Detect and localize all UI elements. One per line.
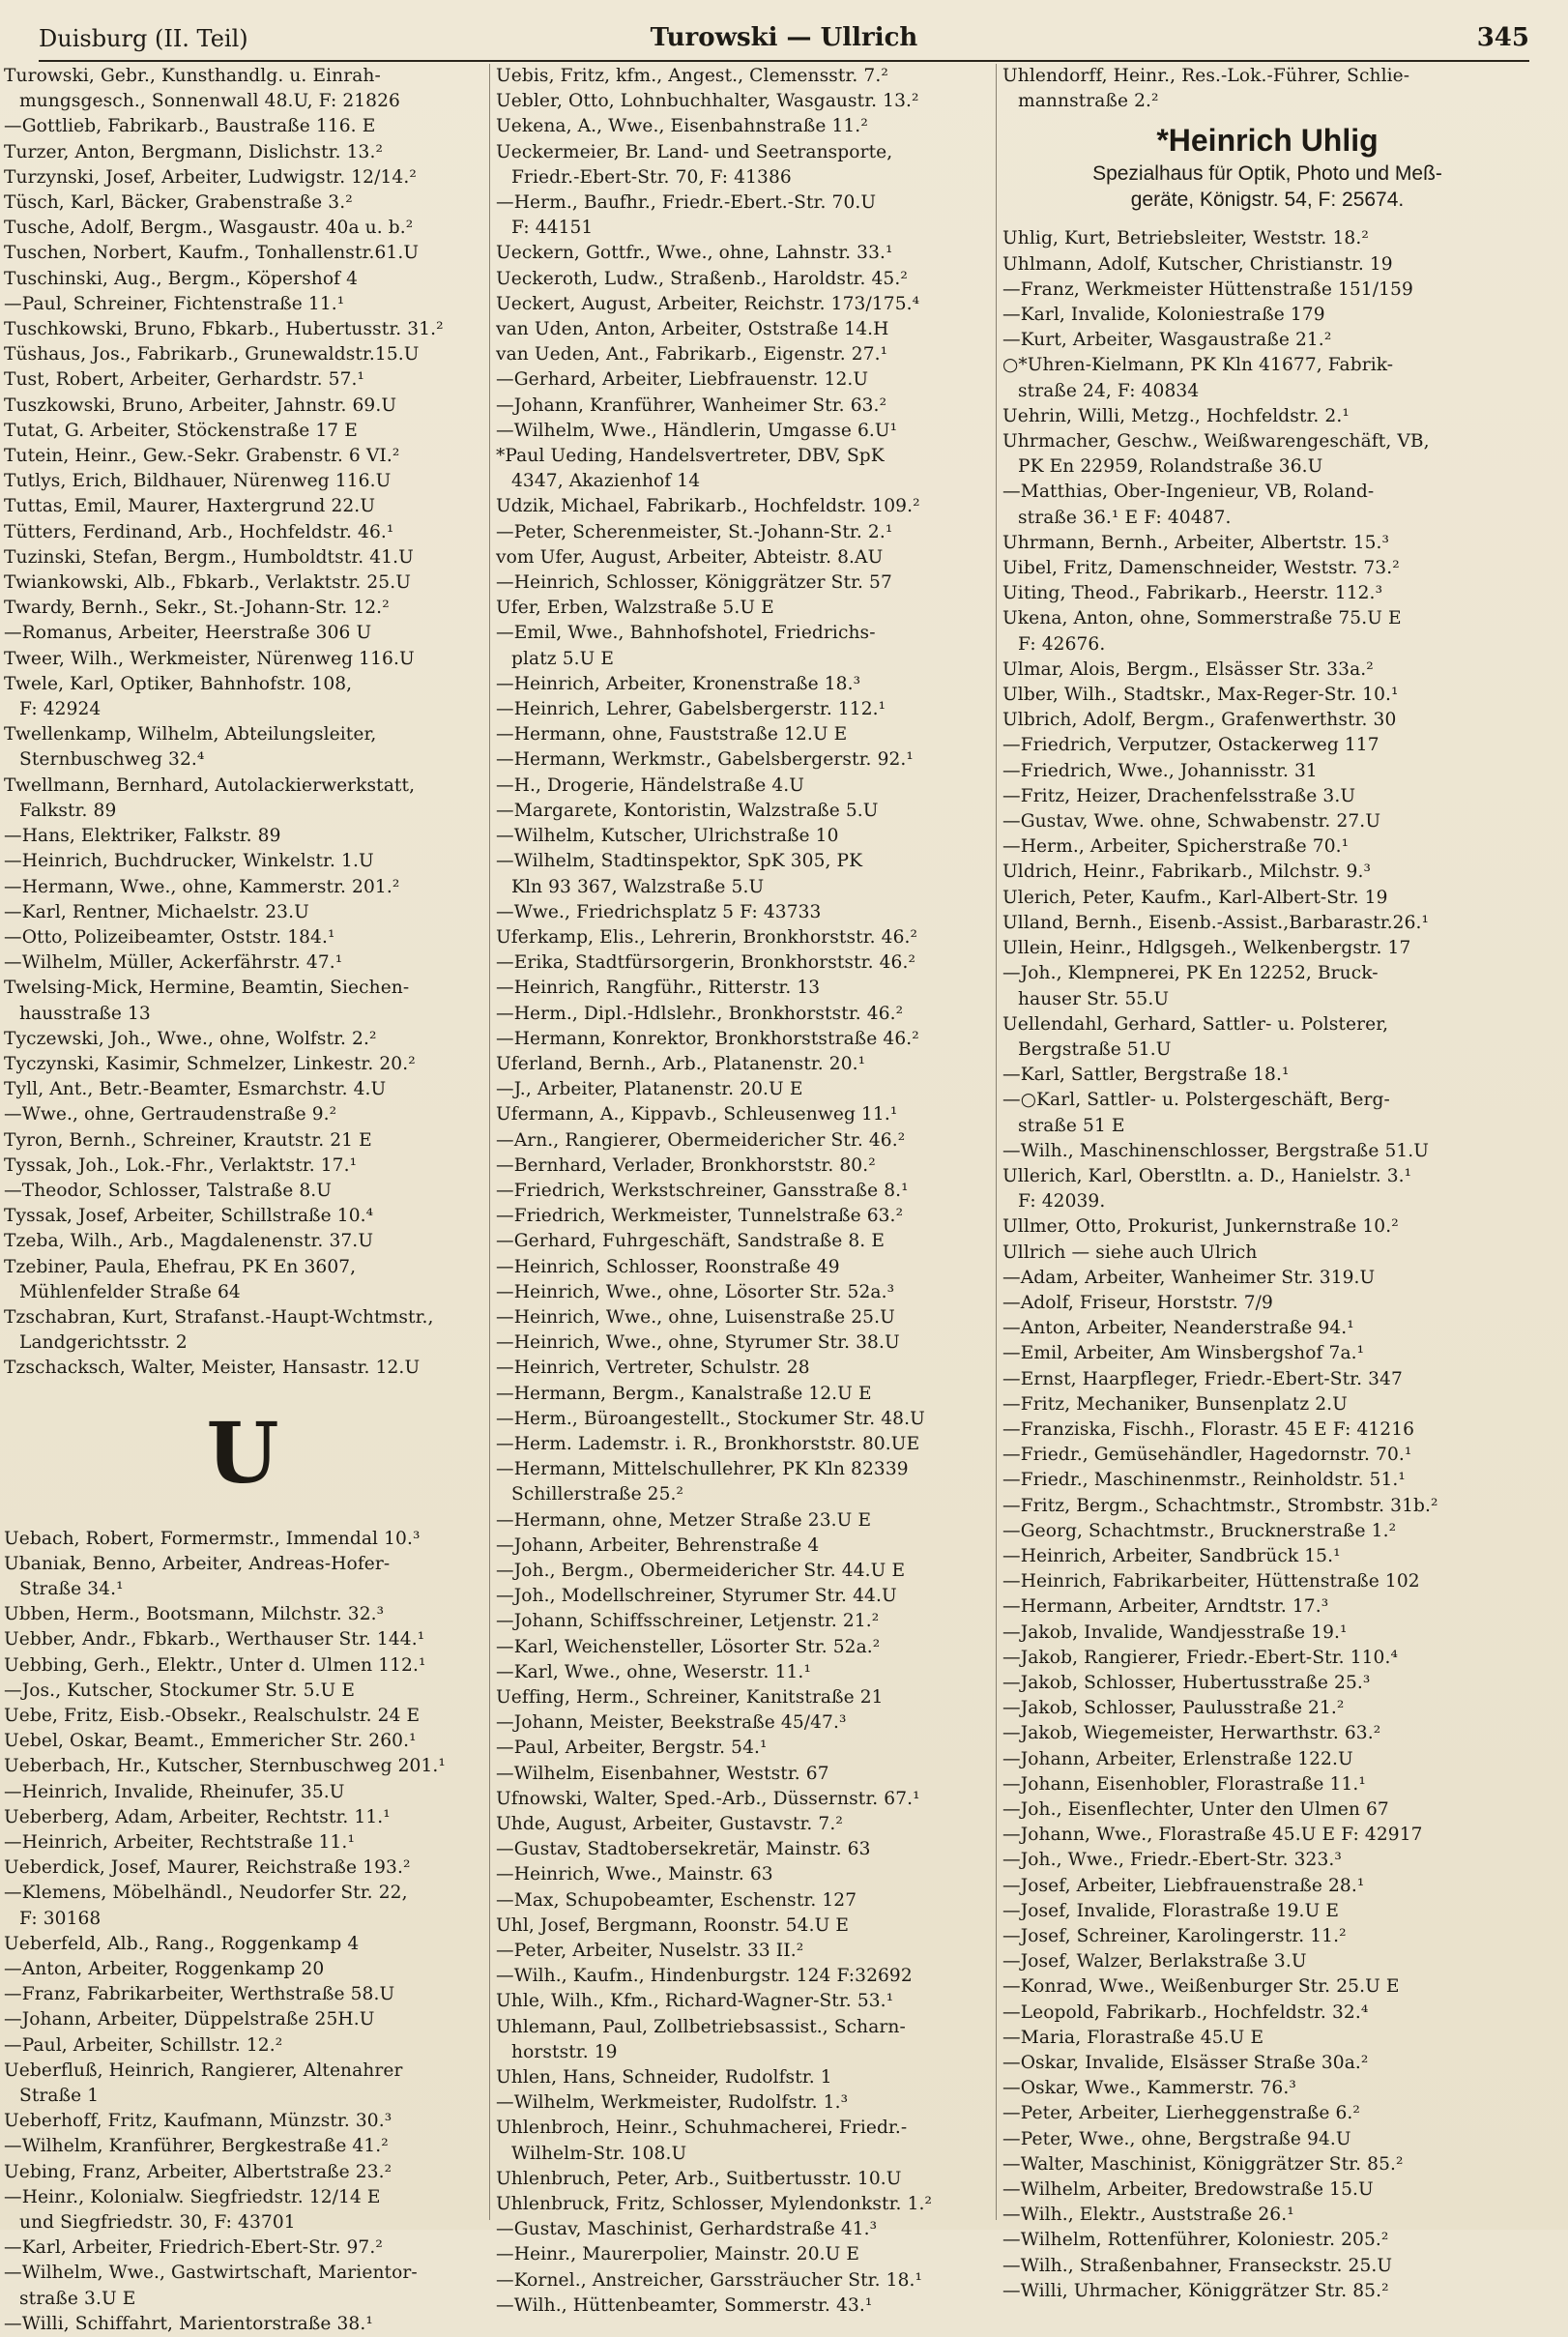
directory-entry: Tyczewski, Joh., Wwe., ohne, Wolfstr. 2.² <box>4 1028 377 1049</box>
directory-entry: —Johann, Schiffsschreiner, Letjenstr. 21.² <box>496 1611 880 1632</box>
directory-entry: Twelsing-Mick, Hermine, Beamtin, Siechen- <box>4 978 410 999</box>
directory-entry: Ueberberg, Adam, Arbeiter, Rechtstr. 11.¹ <box>4 1806 391 1827</box>
directory-entry: Tuttas, Emil, Maurer, Haxtergrund 22.U <box>4 496 376 517</box>
directory-entry: Turzynski, Josef, Arbeiter, Ludwigstr. 12/14.² <box>4 166 417 188</box>
directory-entry: Tyron, Bernh., Schreiner, Krautstr. 21 E <box>4 1129 372 1151</box>
directory-entry: —Herm., Dipl.-Hdlslehr., Bronkhorststr. 46.² <box>496 1003 904 1024</box>
directory-entry: —Klemens, Möbelhändl., Neudorfer Str. 22, <box>4 1883 408 1904</box>
directory-entry: —Gerhard, Arbeiter, Liebfrauenstr. 12.U <box>496 369 869 391</box>
directory-entry: —Heinrich, Arbeiter, Kronenstraße 18.³ <box>496 673 861 694</box>
directory-entry: Ulber, Wilh., Stadtskr., Max-Reger-Str. 10.¹ <box>1002 685 1399 706</box>
directory-entry: —Friedrich, Werkstschreiner, Gansstraße 8.¹ <box>496 1180 909 1201</box>
directory-entry: Tuschkowski, Bruno, Fbkarb., Hubertusstr. 31.² <box>4 319 444 340</box>
directory-entry: van Uden, Anton, Arbeiter, Oststraße 14.H <box>496 319 889 340</box>
directory-entry: —Georg, Schachtmstr., Brucknerstraße 1.² <box>1002 1520 1397 1541</box>
directory-entry: —Hermann, ohne, Fauststraße 12.U E <box>496 724 848 745</box>
directory-entry: —Jos., Kutscher, Stockumer Str. 5.U E <box>4 1680 356 1701</box>
directory-entry-continuation: straße 36.¹ E F: 40487. <box>1018 507 1232 528</box>
directory-entry: —Hans, Elektriker, Falkstr. 89 <box>4 826 281 847</box>
directory-entry-continuation: horststr. 19 <box>511 2041 618 2062</box>
directory-entry: —Heinr., Maurerpolier, Mainstr. 20.U E <box>496 2244 860 2265</box>
directory-entry: —Johann, Arbeiter, Behrenstraße 4 <box>496 1534 820 1556</box>
directory-entry: Uebis, Fritz, kfm., Angest., Clemensstr. 7.² <box>496 66 888 86</box>
directory-entry-continuation: F: 30168 <box>19 1908 102 1929</box>
directory-entry: —Paul, Arbeiter, Bergstr. 54.¹ <box>496 1738 768 1759</box>
directory-entry: Udzik, Michael, Fabrikarb., Hochfeldstr. 109.² <box>496 496 920 517</box>
page-number: 345 <box>1476 23 1529 52</box>
directory-entry-continuation: Wilhelm-Str. 108.U <box>511 2143 687 2164</box>
directory-entry: Uhlemann, Paul, Zollbetriebsassist., Scharn- <box>496 2016 906 2037</box>
directory-entry: —Willi, Uhrmacher, Königgrätzer Str. 85.² <box>1002 2280 1389 2301</box>
letter-heading: U <box>206 1404 279 1503</box>
directory-entry: —Maria, Florastraße 45.U E <box>1002 2027 1264 2048</box>
directory-entry: Uekena, A., Wwe., Eisenbahnstraße 11.² <box>496 116 868 137</box>
directory-entry: —Heinrich, Buchdrucker, Winkelstr. 1.U <box>4 851 374 872</box>
directory-entry: —Heinrich, Lehrer, Gabelsbergerstr. 112.¹ <box>496 699 886 720</box>
directory-entry: Uferkamp, Elis., Lehrerin, Bronkhorststr. 46.² <box>496 926 918 948</box>
directory-entry: —Wilhelm, Rottenführer, Koloniestr. 205.² <box>1002 2230 1389 2251</box>
directory-entry: —Fritz, Heizer, Drachenfelsstraße 3.U <box>1002 785 1356 806</box>
directory-entry: Tweer, Wilh., Werkmeister, Nürenweg 116.U <box>4 648 415 669</box>
directory-entry: —Johann, Arbeiter, Erlenstraße 122.U <box>1002 1748 1353 1769</box>
directory-entry: —Heinr., Kolonialw. Siegfriedstr. 12/14 E <box>4 2186 381 2207</box>
directory-entry: —Joh., Bergm., Obermeidericher Str. 44.U E <box>496 1560 906 1581</box>
advertisement-title: *Heinrich Uhlig <box>1156 123 1379 159</box>
directory-entry: —Jakob, Rangierer, Friedr.-Ebert-Str. 110.⁴ <box>1002 1647 1399 1668</box>
directory-entry: —Jakob, Invalide, Wandjesstraße 19.¹ <box>1002 1621 1348 1643</box>
directory-entry-continuation: straße 51 E <box>1018 1115 1125 1136</box>
directory-entry: —Emil, Arbeiter, Am Winsbergshof 7a.¹ <box>1002 1343 1365 1364</box>
directory-entry: Tyczynski, Kasimir, Schmelzer, Linkestr. 20.² <box>4 1053 416 1074</box>
directory-entry: —Theodor, Schlosser, Talstraße 8.U <box>4 1180 333 1201</box>
directory-entry: —Gottlieb, Fabrikarb., Baustraße 116. E <box>4 116 376 137</box>
directory-entry: —Heinrich, Schlosser, Königgrätzer Str. 57 <box>496 572 892 594</box>
directory-entry: Ukena, Anton, ohne, Sommerstraße 75.U E <box>1002 608 1402 629</box>
directory-entry: —Wilh., Straßenbahner, Franseckstr. 25.U <box>1002 2255 1393 2276</box>
directory-entry: —Wilh., Elektr., Auststraße 26.¹ <box>1002 2205 1294 2226</box>
directory-entry: Tyssak, Josef, Arbeiter, Schillstraße 10.⁴ <box>4 1206 374 1227</box>
directory-entry: Tzeba, Wilh., Arb., Magdalenenstr. 37.U <box>4 1231 374 1252</box>
directory-entry: Uebber, Andr., Fbkarb., Werthauser Str. 144.¹ <box>4 1629 425 1651</box>
directory-entry: —Wilh., Kaufm., Hindenburgstr. 124 F:32692 <box>496 1966 913 1987</box>
directory-entry: —Karl, Sattler, Bergstraße 18.¹ <box>1002 1065 1290 1086</box>
directory-entry-continuation: Falkstr. 89 <box>19 800 117 821</box>
directory-entry-continuation: 4347, Akazienhof 14 <box>511 471 701 492</box>
directory-entry: —Paul, Schreiner, Fichtenstraße 11.¹ <box>4 293 345 314</box>
directory-entry: Tusche, Adolf, Bergm., Wasgaustr. 40a u. b.² <box>4 218 414 239</box>
directory-entry: —Joh., Wwe., Friedr.-Ebert-Str. 323.³ <box>1002 1850 1342 1871</box>
directory-entry: —Heinrich, Wwe., ohne, Lösorter Str. 52a.³ <box>496 1281 895 1302</box>
directory-entry: Uebing, Franz, Arbeiter, Albertstraße 23.² <box>4 2161 392 2182</box>
directory-entry: Uhlenbroch, Heinr., Schuhmacherei, Friedr.- <box>496 2118 908 2139</box>
directory-entry-continuation: straße 3.U E <box>19 2288 136 2309</box>
column-1-entries-t <box>4 64 481 1382</box>
directory-entry: —Karl, Invalide, Koloniestraße 179 <box>1002 305 1325 326</box>
directory-entry: Uhlig, Kurt, Betriebsleiter, Weststr. 18.² <box>1002 228 1369 249</box>
advertisement-line-2: geräte, Königstr. 54, F: 25674. <box>1130 189 1405 212</box>
directory-entry: Uhlendorff, Heinr., Res.-Lok.-Führer, Schlie- <box>1002 66 1410 86</box>
directory-entry: Ulbrich, Adolf, Bergm., Grafenwerthstr. 30 <box>1002 710 1397 731</box>
directory-entry: —Heinrich, Arbeiter, Rechtstraße 11.¹ <box>4 1832 355 1853</box>
directory-entry: —Johann, Arbeiter, Düppelstraße 25H.U <box>4 2009 375 2030</box>
directory-entry: Ufermann, A., Kippavb., Schleusenweg 11.¹ <box>496 1104 898 1125</box>
directory-entry: —Karl, Arbeiter, Friedrich-Ebert-Str. 97.² <box>4 2237 383 2259</box>
header-name-range: Turowski — Ullrich <box>650 23 918 52</box>
directory-entry: —Hermann, Wwe., ohne, Kammerstr. 201.² <box>4 876 400 897</box>
directory-entry: Uhle, Wilh., Kfm., Richard-Wagner-Str. 53.¹ <box>496 1991 894 2012</box>
directory-entry: —Josef, Arbeiter, Liebfrauenstraße 28.¹ <box>1002 1875 1365 1896</box>
directory-entry: Tutlys, Erich, Bildhauer, Nürenweg 116.U <box>4 471 392 492</box>
header-city: Duisburg (II. Teil) <box>39 25 248 52</box>
directory-entry: —Heinrich, Invalide, Rheinufer, 35.U <box>4 1781 345 1802</box>
directory-entry: Tüshaus, Jos., Fabrikarb., Grunewaldstr.15.U <box>4 344 420 365</box>
directory-entry: —Wwe., Friedrichsplatz 5 F: 43733 <box>496 901 822 922</box>
directory-entry-continuation: Sternbuschweg 32.⁴ <box>19 749 205 771</box>
column-1 <box>4 64 481 2334</box>
directory-entry: Twellmann, Bernhard, Autolackierwerkstatt, <box>4 774 416 796</box>
directory-entry-continuation: platz 5.U E <box>511 648 615 669</box>
directory-entry: Uellendahl, Gerhard, Sattler- u. Polsterer, <box>1002 1013 1389 1035</box>
directory-entry: Tüsch, Karl, Bäcker, Grabenstraße 3.² <box>4 192 353 214</box>
directory-entry: —Emil, Wwe., Bahnhofshotel, Friedrichs- <box>496 623 876 644</box>
directory-entry: —Heinrich, Rangführ., Ritterstr. 13 <box>496 978 821 999</box>
directory-entry: —Anton, Arbeiter, Neanderstraße 94.¹ <box>1002 1318 1354 1339</box>
directory-entry-continuation: hauser Str. 55.U <box>1018 988 1170 1009</box>
directory-entry: —Hermann, ohne, Metzer Straße 23.U E <box>496 1509 872 1531</box>
directory-entry: Ueberfluß, Heinrich, Rangierer, Altenahrer <box>4 2059 403 2081</box>
directory-entry: —○Karl, Sattler- u. Polstergeschäft, Berg- <box>1002 1090 1390 1111</box>
directory-entry: —Willi, Schiffahrt, Marientorstraße 38.¹ <box>4 2313 373 2334</box>
directory-entry: Turzer, Anton, Bergmann, Dislichstr. 13.² <box>4 141 384 162</box>
directory-entry-continuation: Mühlenfelder Straße 64 <box>19 1281 241 1302</box>
directory-entry: —Otto, Polizeibeamter, Oststr. 184.¹ <box>4 926 335 948</box>
directory-entry-continuation: Bergstraße 51.U <box>1018 1038 1172 1060</box>
directory-entry: Tuschen, Norbert, Kaufm., Tonhallenstr.61.U <box>4 243 420 264</box>
directory-entry: —Wilhelm, Kutscher, Ulrichstraße 10 <box>496 826 839 847</box>
directory-entry: —Friedrich, Verputzer, Ostackerweg 117 <box>1002 735 1379 756</box>
advertisement <box>1002 120 1532 213</box>
directory-entry: ○*Uhren-Kielmann, PK Kln 41677, Fabrik- <box>1002 355 1394 376</box>
directory-entry: Uhde, August, Arbeiter, Gustavstr. 7.² <box>496 1814 843 1835</box>
directory-entry-continuation: straße 24, F: 40834 <box>1018 380 1200 401</box>
directory-entry: —Adam, Arbeiter, Wanheimer Str. 319.U <box>1002 1267 1376 1288</box>
directory-entry: Ueberdick, Josef, Maurer, Reichstraße 193.² <box>4 1857 411 1879</box>
directory-entry: Tuszkowski, Bruno, Arbeiter, Jahnstr. 69.U <box>4 394 397 416</box>
directory-entry: Ueberfeld, Alb., Rang., Roggenkamp 4 <box>4 1933 360 1954</box>
directory-entry: —Heinrich, Fabrikarbeiter, Hüttenstraße 102 <box>1002 1571 1420 1592</box>
directory-entry: —Hermann, Konrektor, Bronkhorststraße 46.² <box>496 1028 919 1049</box>
directory-entry: —Peter, Scherenmeister, St.-Johann-Str. 2.¹ <box>496 521 893 542</box>
directory-entry: —Heinrich, Wwe., ohne, Styrumer Str. 38.U <box>496 1332 900 1354</box>
directory-entry: Uibel, Fritz, Damenschneider, Weststr. 73.² <box>1002 558 1400 579</box>
directory-entry: Uebler, Otto, Lohnbuchhalter, Wasgaustr. 13.² <box>496 91 919 112</box>
directory-entry: Tyssak, Joh., Lok.-Fhr., Verlaktstr. 17.¹ <box>4 1154 358 1176</box>
directory-entry: —Anton, Arbeiter, Roggenkamp 20 <box>4 1959 325 1980</box>
directory-entry: Ullerich, Karl, Oberstltn. a. D., Hanielstr. 3.¹ <box>1002 1165 1412 1186</box>
directory-entry: Ubben, Herm., Bootsmann, Milchstr. 32.³ <box>4 1604 385 1625</box>
directory-entry: —Josef, Walzer, Berlakstraße 3.U <box>1002 1951 1307 1972</box>
column-2 <box>489 64 999 2316</box>
directory-entry: Uhlen, Hans, Schneider, Rudolfstr. 1 <box>496 2067 832 2089</box>
directory-entry: Uferland, Bernh., Arb., Platanenstr. 20.¹ <box>496 1053 866 1074</box>
directory-entry: —Heinrich, Wwe., Mainstr. 63 <box>496 1864 773 1885</box>
directory-entry: Uhlenbruck, Fritz, Schlosser, Mylendonkstr. 1.² <box>496 2194 933 2215</box>
directory-entry: —Margarete, Kontoristin, Walzstraße 5.U <box>496 800 879 821</box>
advertisement-line-1: Spezialhaus für Optik, Photo und Meß- <box>1092 162 1442 186</box>
directory-entry: Ullein, Heinr., Hdlgsgeh., Welkenbergstr. 17 <box>1002 938 1411 959</box>
directory-entry: —Fritz, Bergm., Schachtmstr., Strombstr. 31b.² <box>1002 1495 1438 1516</box>
directory-entry: Ueckern, Gottfr., Wwe., ohne, Lahnstr. 33.¹ <box>496 243 893 264</box>
directory-entry: —Friedrich, Werkmeister, Tunnelstraße 63.² <box>496 1206 904 1227</box>
directory-entry: —Johann, Wwe., Florastraße 45.U E F: 42917 <box>1002 1825 1423 1846</box>
column-1-entries-u <box>4 1527 481 2337</box>
column-3-entries-top <box>1002 64 1532 114</box>
directory-entry: —Herm. Lademstr. i. R., Bronkhorststr. 80.UE <box>496 1433 920 1454</box>
directory-entry: —Josef, Schreiner, Karolingerstr. 11.² <box>1002 1926 1347 1947</box>
directory-entry: —Wilhelm, Wwe., Gastwirtschaft, Marientor- <box>4 2263 418 2284</box>
directory-entry: —Heinrich, Vertreter, Schulstr. 28 <box>496 1358 810 1379</box>
directory-entry: —Peter, Wwe., ohne, Bergstraße 94.U <box>1002 2128 1351 2149</box>
directory-entry: —Friedr., Gemüsehändler, Hagedornstr. 70.¹ <box>1002 1445 1412 1466</box>
directory-entry: —Heinrich, Schlosser, Roonstraße 49 <box>496 1256 840 1277</box>
directory-entry: Ullmer, Otto, Prokurist, Junkernstraße 10.² <box>1002 1216 1399 1238</box>
directory-entry: —Arn., Rangierer, Obermeidericher Str. 46.² <box>496 1129 906 1151</box>
directory-entry: Twellenkamp, Wilhelm, Abteilungsleiter, <box>4 724 377 745</box>
column-2-entries <box>496 64 999 2319</box>
directory-entry: Tutat, G. Arbeiter, Stöckenstraße 17 E <box>4 420 358 441</box>
directory-entry: —Fritz, Mechaniker, Bunsenplatz 2.U <box>1002 1393 1348 1415</box>
directory-entry: —Adolf, Friseur, Horststr. 7/9 <box>1002 1292 1273 1313</box>
directory-entry: Uebbing, Gerh., Elektr., Unter d. Ulmen 112.¹ <box>4 1654 426 1676</box>
directory-entry-continuation: mannstraße 2.² <box>1018 91 1159 112</box>
directory-entry: —Wilh., Maschinenschlosser, Bergstraße 51.U <box>1002 1140 1430 1161</box>
directory-entry: —Kurt, Arbeiter, Wasgaustraße 21.² <box>1002 330 1332 351</box>
directory-entry: Ueckeroth, Ludw., Straßenb., Haroldstr. 45.² <box>496 268 908 289</box>
directory-entry: —Friedr., Maschinenmstr., Reinholdstr. 51.¹ <box>1002 1470 1406 1491</box>
column-3-entries <box>1002 226 1532 2304</box>
directory-entry: Tust, Robert, Arbeiter, Gerhardstr. 57.¹ <box>4 369 365 391</box>
directory-entry: —Wilhelm, Werkmeister, Rudolfstr. 1.³ <box>496 2092 849 2114</box>
directory-entry: —Leopold, Fabrikarb., Hochfeldstr. 32.⁴ <box>1002 2001 1369 2023</box>
directory-entry: —Karl, Rentner, Michaelstr. 23.U <box>4 901 309 922</box>
directory-entry: Uebach, Robert, Formermstr., Immendal 10.³ <box>4 1528 421 1549</box>
directory-entry: —Karl, Wwe., ohne, Weserstr. 11.¹ <box>496 1661 811 1682</box>
directory-entry: —Bernhard, Verlader, Bronkhorststr. 80.² <box>496 1154 876 1176</box>
directory-entry-continuation: Landgerichtsstr. 2 <box>19 1332 188 1354</box>
directory-entry: —Romanus, Arbeiter, Heerstraße 306 U <box>4 623 372 644</box>
directory-entry: Ufer, Erben, Walzstraße 5.U E <box>496 598 774 619</box>
directory-entry: —Gustav, Maschinist, Gerhardstraße 41.³ <box>496 2219 878 2240</box>
directory-entry: Ufnowski, Walter, Sped.-Arb., Düssernstr. 67.¹ <box>496 1788 920 1809</box>
directory-entry: —Johann, Meister, Beekstraße 45/47.³ <box>496 1712 847 1734</box>
directory-entry: Ulerich, Peter, Kaufm., Karl-Albert-Str. 19 <box>1002 887 1388 908</box>
directory-entry: —J., Arbeiter, Platanenstr. 20.U E <box>496 1079 803 1100</box>
directory-entry: Twardy, Bernh., Sekr., St.-Johann-Str. 12.² <box>4 598 390 619</box>
directory-entry: Uhrmacher, Geschw., Weißwarengeschäft, VB, <box>1002 431 1430 453</box>
directory-entry: Uhlmann, Adolf, Kutscher, Christianstr. 19 <box>1002 253 1393 275</box>
directory-entry: Uebel, Oskar, Beamt., Emmericher Str. 260.¹ <box>4 1731 417 1752</box>
directory-entry: —Karl, Weichensteller, Lösorter Str. 52a.² <box>496 1636 881 1657</box>
directory-entry: —Friedrich, Wwe., Johannisstr. 31 <box>1002 760 1318 781</box>
directory-entry: Ullrich — siehe auch Ulrich <box>1002 1242 1258 1263</box>
directory-entry: —Gerhard, Fuhrgeschäft, Sandstraße 8. E <box>496 1231 885 1252</box>
directory-entry: —Johann, Eisenhobler, Florastraße 11.¹ <box>1002 1773 1366 1795</box>
directory-entry-continuation: PK En 22959, Rolandstraße 36.U <box>1018 456 1323 478</box>
directory-entry: —Wilhelm, Müller, Ackerfährstr. 47.¹ <box>4 952 343 974</box>
directory-entry: —Wilh., Hüttenbeamter, Sommerstr. 43.¹ <box>496 2294 873 2316</box>
directory-entry: —Gustav, Stadtobersekretär, Mainstr. 63 <box>496 1839 871 1860</box>
directory-entry: —Herm., Büroangestellt., Stockumer Str. 48.U <box>496 1408 925 1429</box>
directory-entry: Tuzinski, Stefan, Bergm., Humboldtstr. 41.U <box>4 546 414 568</box>
directory-entry: —Wilhelm, Kranführer, Bergkestraße 41.² <box>4 2136 389 2157</box>
directory-entry: Tütters, Ferdinand, Arb., Hochfeldstr. 46.¹ <box>4 521 394 542</box>
directory-entry: —Wilhelm, Wwe., Händlerin, Umgasse 6.U¹ <box>496 420 898 441</box>
directory-entry: —Joh., Klempnerei, PK En 12252, Bruck- <box>1002 963 1379 984</box>
directory-entry: Uhrmann, Bernh., Arbeiter, Albertstr. 15.³ <box>1002 532 1390 553</box>
directory-entry-continuation: mungsgesch., Sonnenwall 48.U, F: 21826 <box>19 91 400 112</box>
directory-entry: —Max, Schupobeamter, Eschenstr. 127 <box>496 1889 857 1911</box>
directory-entry: —Oskar, Invalide, Elsässer Straße 30a.² <box>1002 2053 1369 2074</box>
directory-entry: Uldrich, Heinr., Fabrikarb., Milchstr. 9.³ <box>1002 862 1372 883</box>
directory-entry-continuation: Straße 1 <box>19 2086 100 2107</box>
directory-entry: —Hermann, Mittelschullehrer, PK Kln 82339 <box>496 1459 909 1480</box>
directory-entry: —H., Drogerie, Händelstraße 4.U <box>496 774 805 796</box>
directory-entry: —Franziska, Fischh., Florastr. 45 E F: 41216 <box>1002 1418 1415 1440</box>
directory-entry: Ueberhoff, Fritz, Kaufmann, Münzstr. 30.³ <box>4 2111 392 2132</box>
directory-entry: —Jakob, Wiegemeister, Herwarthstr. 63.² <box>1002 1723 1381 1744</box>
directory-entry-continuation: F: 42676. <box>1018 633 1106 655</box>
directory-entry: —Wilhelm, Arbeiter, Bredowstraße 15.U <box>1002 2179 1374 2201</box>
directory-entry: —Franz, Werkmeister Hüttenstraße 151/159 <box>1002 278 1413 300</box>
directory-entry-continuation: F: 44151 <box>511 218 594 239</box>
directory-entry: Uhl, Josef, Bergmann, Roonstr. 54.U E <box>496 1914 850 1936</box>
directory-entry: Ueffing, Herm., Schreiner, Kanitstraße 21 <box>496 1687 884 1708</box>
directory-entry: *Paul Ueding, Handelsvertreter, DBV, SpK <box>496 446 885 467</box>
directory-entry: —Herm., Arbeiter, Spicherstraße 70.¹ <box>1002 836 1350 858</box>
directory-entry: —Kornel., Anstreicher, Garssträucher Str. 18.¹ <box>496 2269 923 2291</box>
directory-entry: —Walter, Maschinist, Königgrätzer Str. 85.² <box>1002 2153 1404 2175</box>
directory-entry: —Heinrich, Arbeiter, Sandbrück 15.¹ <box>1002 1545 1341 1566</box>
directory-entry: —Joh., Modellschreiner, Styrumer Str. 44.U <box>496 1586 897 1607</box>
directory-entry: Tyll, Ant., Betr.-Beamter, Esmarchstr. 4.U <box>4 1079 387 1100</box>
column-3 <box>996 64 1532 2301</box>
directory-entry-continuation: F: 42924 <box>19 699 102 720</box>
directory-entry: —Erika, Stadtfürsorgerin, Bronkhorststr. 46.² <box>496 952 916 974</box>
directory-entry: —Wilhelm, Stadtinspektor, SpK 305, PK <box>496 851 863 872</box>
directory-entry: —Paul, Arbeiter, Schillstr. 12.² <box>4 2034 283 2056</box>
directory-entry-continuation: Kln 93 367, Walzstraße 5.U <box>511 876 765 897</box>
directory-entry: Ubaniak, Benno, Arbeiter, Andreas-Hofer- <box>4 1553 391 1574</box>
directory-entry: —Gustav, Wwe. ohne, Schwabenstr. 27.U <box>1002 811 1381 833</box>
directory-entry-continuation: und Siegfriedstr. 30, F: 43701 <box>19 2212 296 2234</box>
directory-entry: —Jakob, Schlosser, Hubertusstraße 25.³ <box>1002 1672 1371 1693</box>
directory-entry: Turowski, Gebr., Kunsthandlg. u. Einrah- <box>4 66 381 86</box>
directory-entry-continuation: hausstraße 13 <box>19 1003 151 1024</box>
directory-entry: —Wilhelm, Eisenbahner, Weststr. 67 <box>496 1763 829 1784</box>
directory-entry: Ueckert, August, Arbeiter, Reichstr. 173/175.⁴ <box>496 293 920 314</box>
directory-entry: Ulmar, Alois, Bergm., Elsässer Str. 33a.² <box>1002 658 1374 680</box>
directory-entry: —Ernst, Haarpfleger, Friedr.-Ebert-Str. 347 <box>1002 1368 1403 1389</box>
directory-entry: —Hermann, Werkmstr., Gabelsbergerstr. 92.¹ <box>496 749 914 771</box>
directory-entry-continuation: Straße 34.¹ <box>19 1578 124 1599</box>
directory-entry: —Oskar, Wwe., Kammerstr. 76.³ <box>1002 2078 1296 2099</box>
directory-entry-continuation: Friedr.-Ebert-Str. 70, F: 41386 <box>511 166 792 188</box>
directory-entry: —Joh., Eisenflechter, Unter den Ulmen 67 <box>1002 1799 1389 1820</box>
directory-entry: Ueberbach, Hr., Kutscher, Sternbuschweg 201.¹ <box>4 1756 446 1777</box>
directory-entry-continuation: F: 42039. <box>1018 1191 1106 1212</box>
directory-entry: —Josef, Invalide, Florastraße 19.U E <box>1002 1900 1340 1921</box>
directory-entry: Tutein, Heinr., Gew.-Sekr. Grabenstr. 6 VI.² <box>4 446 400 467</box>
directory-entry: —Heinrich, Wwe., ohne, Luisenstraße 25.U <box>496 1306 895 1328</box>
directory-entry: Twele, Karl, Optiker, Bahnhofstr. 108, <box>4 673 353 694</box>
directory-entry: Tzschabran, Kurt, Strafanst.-Haupt-Wchtmstr., <box>4 1306 434 1328</box>
directory-entry: Tuschinski, Aug., Bergm., Köpershof 4 <box>4 268 359 289</box>
directory-entry: —Wwe., ohne, Gertraudenstraße 9.² <box>4 1104 337 1125</box>
directory-entry: Ulland, Bernh., Eisenb.-Assist.,Barbarastr.26.¹ <box>1002 912 1430 933</box>
directory-entry: —Jakob, Schlosser, Paulusstraße 21.² <box>1002 1698 1345 1719</box>
directory-entry: Tzschacksch, Walter, Meister, Hansastr. 12.U <box>4 1358 421 1379</box>
directory-entry: Twiankowski, Alb., Fbkarb., Verlaktstr. 25.U <box>4 572 412 594</box>
directory-entry: —Peter, Arbeiter, Lierheggenstraße 6.² <box>1002 2103 1360 2124</box>
directory-entry: Uebe, Fritz, Eisb.-Obsekr., Realschulstr. 24 E <box>4 1705 421 1726</box>
directory-entry: —Franz, Fabrikarbeiter, Werthstraße 58.U <box>4 1984 395 2005</box>
page-header <box>39 21 1529 62</box>
directory-entry: —Matthias, Ober-Ingenieur, VB, Roland- <box>1002 482 1375 503</box>
directory-entry: —Konrad, Wwe., Weißenburger Str. 25.U E <box>1002 1976 1400 1998</box>
directory-entry: Tzebiner, Paula, Ehefrau, PK En 3607, <box>4 1256 357 1277</box>
directory-entry: —Hermann, Bergm., Kanalstraße 12.U E <box>496 1383 872 1404</box>
directory-entry: —Peter, Arbeiter, Nuselstr. 33 II.² <box>496 1941 804 1962</box>
directory-entry: Uehrin, Willi, Metzg., Hochfeldstr. 2.¹ <box>1002 405 1350 426</box>
directory-entry: van Ueden, Ant., Fabrikarb., Eigenstr. 27.¹ <box>496 344 888 365</box>
directory-entry: vom Ufer, August, Arbeiter, Abteistr. 8.AU <box>496 546 884 568</box>
directory-entry: Uhlenbruch, Peter, Arb., Suitbertusstr. 10.U <box>496 2168 902 2189</box>
directory-entry: —Hermann, Arbeiter, Arndtstr. 17.³ <box>1002 1596 1329 1618</box>
directory-entry: —Herm., Baufhr., Friedr.-Ebert.-Str. 70.U <box>496 192 877 214</box>
directory-entry: Ueckermeier, Br. Land- und Seetransporte, <box>496 141 893 162</box>
directory-entry: —Johann, Kranführer, Wanheimer Str. 63.² <box>496 394 887 416</box>
directory-entry: Uiting, Theod., Fabrikarb., Heerstr. 112.³ <box>1002 583 1383 604</box>
directory-entry-continuation: Schillerstraße 25.² <box>511 1484 684 1505</box>
